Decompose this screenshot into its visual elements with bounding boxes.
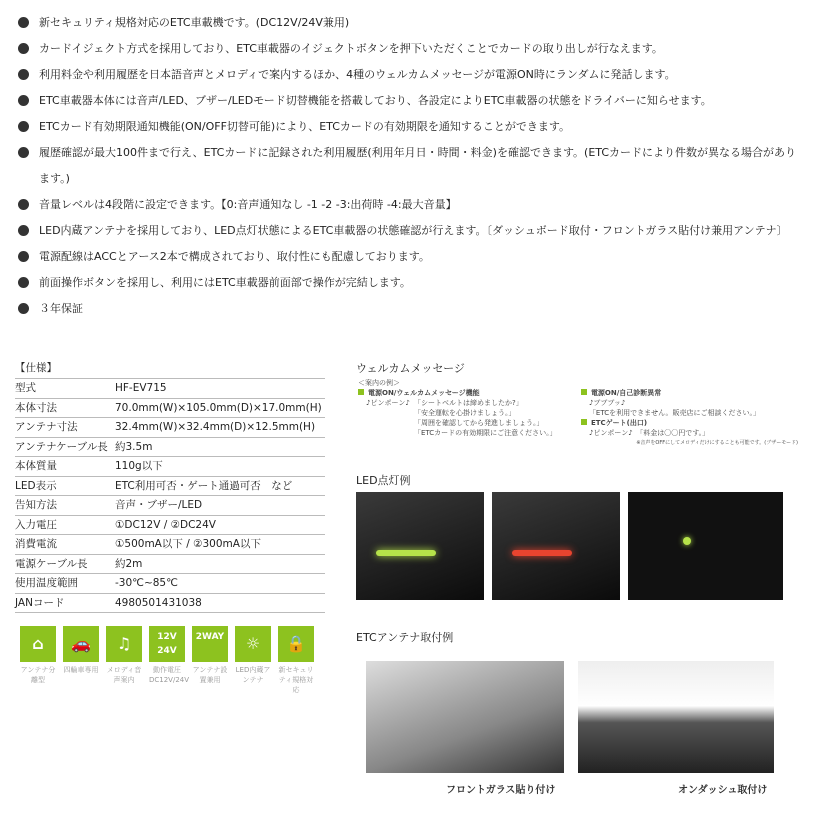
- feature-item: [16, 114, 806, 140]
- spec-value: 70.0mm(W)×105.0mm(D)×17.0mm(H): [115, 401, 322, 414]
- spec-key: 告知方法: [15, 499, 57, 511]
- antenna-led-photo: [628, 492, 783, 600]
- feature-list: [16, 10, 806, 322]
- spec-row: [15, 477, 325, 497]
- 2way-icon: 2WAY: [192, 626, 228, 662]
- feature-icons: [20, 626, 314, 695]
- feature-badge-label: 動作電圧DC12V/24V: [149, 666, 190, 684]
- bullet-icon: [18, 121, 29, 132]
- bullet-icon: [18, 303, 29, 314]
- r2-sound: ♪ピンポーン♪: [588, 429, 633, 437]
- feature-text: ETCカード有効期限通知機能(ON/OFF切替可能)により、ETCカードの有効期限を通知することができます。: [39, 120, 571, 133]
- feature-badge: [192, 626, 228, 695]
- r2-line: 「料金は〇〇円です。」: [639, 429, 710, 437]
- led-title: LED点灯例: [356, 474, 411, 487]
- caption-front: フロントガラス貼り付け: [446, 785, 556, 796]
- spec-key: 本体寸法: [15, 401, 57, 414]
- feature-item: [16, 62, 806, 88]
- feature-item: [16, 192, 806, 218]
- led-icon: ☼: [235, 626, 271, 662]
- feature-item: [16, 10, 806, 36]
- feature-text: ETC車載器本体には音声/LED、ブザー/LEDモード切替機能を搭載しており、各設定によりETC車載器の状態をドライバーに知らせます。: [39, 94, 712, 107]
- feature-item: [16, 88, 806, 114]
- feature-item: [16, 36, 806, 62]
- spec-key: アンテナ寸法: [15, 421, 78, 433]
- feature-item: [16, 296, 806, 322]
- feature-text: 音量レベルは4段階に設定できます。【0:音声通知なし -1 -2 -3:出荷時 -4:最大音量】: [39, 198, 457, 211]
- spec-value: 音声・ブザー/LED: [115, 499, 203, 511]
- spec-value: 約2m: [115, 557, 143, 570]
- dashboard-photo: [578, 661, 774, 773]
- feature-badge-label: メロディ音声案内: [106, 666, 142, 684]
- feature-badge: [63, 626, 99, 695]
- spec-key: 本体質量: [15, 460, 57, 472]
- feature-badge: [235, 626, 271, 695]
- spec-row: [15, 574, 325, 594]
- caption-dash: オンダッシュ取付け: [678, 785, 768, 796]
- spec-row: [15, 535, 325, 555]
- feature-badge-label: 新セキュリティ規格対応: [278, 666, 314, 694]
- r1-line: 「ETCを利用できません。販売店にご相談ください。」: [588, 409, 761, 417]
- feature-item: [16, 218, 806, 244]
- spec-row: [15, 457, 325, 477]
- example-label: ＜案内の例＞: [358, 379, 400, 387]
- spec-key: LED表示: [15, 479, 57, 492]
- feature-text: 利用料金や利用履歴を日本語音声とメロディで案内するほか、4種のウェルカムメッセージが電源ON時にランダムに発話します。: [39, 68, 676, 81]
- note: ※音声をOFFにしてメロディだけにすることも可能です。(ブザーモード): [636, 440, 798, 446]
- spec-row: [15, 516, 325, 536]
- spec-key: 消費電流: [15, 538, 57, 550]
- feature-badge: [149, 626, 190, 695]
- left-head: 電源ON/ウェルカムメッセージ機能: [368, 389, 480, 397]
- spec-value: 約3.5m: [115, 440, 153, 453]
- spec-row: [15, 418, 325, 438]
- feature-badge: [278, 626, 314, 695]
- feature-badge: [20, 626, 56, 695]
- bullet-icon: [18, 69, 29, 80]
- led-green-photo: [356, 492, 484, 600]
- bullet-icon: [18, 147, 29, 158]
- feature-text: 新セキュリティ規格対応のETC車載機です。(DC12V/24V兼用): [39, 16, 350, 29]
- feature-text: LED内蔵アンテナを採用しており、LED点灯状態によるETC車載器の状態確認が行えます。〔ダッシュボード取付・フロントガラス貼付け兼用アンテナ〕: [39, 224, 788, 237]
- spec-key: 型式: [15, 382, 36, 394]
- bullet-icon: [18, 225, 29, 236]
- spec-row: [15, 378, 325, 399]
- spec-value: -30℃~85℃: [115, 577, 178, 589]
- feature-badge: [106, 626, 142, 695]
- windshield-photo: [366, 661, 564, 773]
- feature-text: 前面操作ボタンを採用し、利用にはETC車載器前面部で操作が完結します。: [39, 276, 411, 289]
- antenna-icon: ⌂: [20, 626, 56, 662]
- voltage-icon: 12V 24V: [149, 626, 185, 662]
- feature-item: [16, 244, 806, 270]
- feature-item: [16, 140, 806, 192]
- spec-key: 入力電圧: [15, 518, 57, 531]
- spec-value: 4980501431038: [115, 596, 202, 609]
- spec-value: ①DC12V / ②DC24V: [115, 518, 216, 531]
- bullet-icon: [18, 251, 29, 262]
- msg: 「シートベルトは締めましたか?」: [414, 399, 523, 407]
- spec-table: [15, 358, 325, 613]
- spec-value: HF-EV715: [115, 382, 167, 394]
- feature-badge-label: アンテナ分離型: [20, 666, 56, 684]
- feature-text: 電源配線はACCとアース2本で構成されており、取付性にも配慮しております。: [39, 250, 430, 263]
- r1-head: 電源ON/自己診断異常: [590, 389, 662, 397]
- led-red-photo: [492, 492, 620, 600]
- msg: 「ETCカードの有効期限にご注意ください。」: [414, 429, 557, 437]
- spec-value: 110g以下: [115, 460, 163, 472]
- welcome-title: ウェルカムメッセージ: [356, 362, 465, 375]
- bullet-icon: [18, 43, 29, 54]
- spec-row: [15, 555, 325, 575]
- bullet-icon: [18, 199, 29, 210]
- feature-text: ３年保証: [39, 302, 83, 315]
- bullet-icon: [18, 95, 29, 106]
- spec-row: [15, 438, 325, 458]
- lock-icon: 🔒: [278, 626, 314, 662]
- r1-sound: ♪ブブブッ♪: [588, 399, 626, 407]
- bullet-icon: [18, 17, 29, 28]
- msg: 「周囲を確認してから発進しましょう。」: [414, 419, 544, 427]
- spec-key: JANコード: [15, 596, 65, 609]
- left-sound: ♪ピンポーン♪: [366, 399, 410, 407]
- spec-key: 使用温度範囲: [15, 577, 78, 589]
- feature-badge-label: アンテナ設置兼用: [192, 666, 228, 684]
- spec-row: [15, 496, 325, 516]
- antenna-title: ETCアンテナ取付例: [356, 631, 454, 644]
- feature-badge-label: LED内蔵アンテナ: [235, 666, 271, 684]
- feature-text: 履歴確認が最大100件まで行え、ETCカードに記録された利用履歴(利用年月日・時間・料金)を確認できます。(ETCカードにより件数が異なる場合があります。): [39, 146, 797, 185]
- feature-badge-label: 四輪車専用: [63, 666, 99, 674]
- spec-row: [15, 594, 325, 614]
- feature-item: [16, 270, 806, 296]
- melody-icon: ♫: [106, 626, 142, 662]
- msg: 「安全運転を心掛けましょう。」: [414, 409, 516, 417]
- spec-key: アンテナケーブル長: [15, 440, 108, 453]
- spec-heading: 【仕様】: [15, 362, 57, 374]
- spec-value: 32.4mm(W)×32.4mm(D)×12.5mm(H): [115, 421, 316, 433]
- feature-text: カードイジェクト方式を採用しており、ETC車載器のイジェクトボタンを押下いただくことでカードの取り出しが行なえます。: [39, 42, 663, 55]
- spec-value: ①500mA以下 / ②300mA以下: [115, 538, 261, 550]
- spec-value: ETC利用可否・ゲート通過可否 など: [115, 479, 293, 492]
- car-icon: 🚗: [63, 626, 99, 662]
- spec-row: [15, 399, 325, 419]
- bullet-icon: [18, 277, 29, 288]
- welcome-examples: [358, 378, 798, 448]
- spec-key: 電源ケーブル長: [15, 557, 88, 570]
- r2-head: ETCゲート(出口): [590, 419, 648, 427]
